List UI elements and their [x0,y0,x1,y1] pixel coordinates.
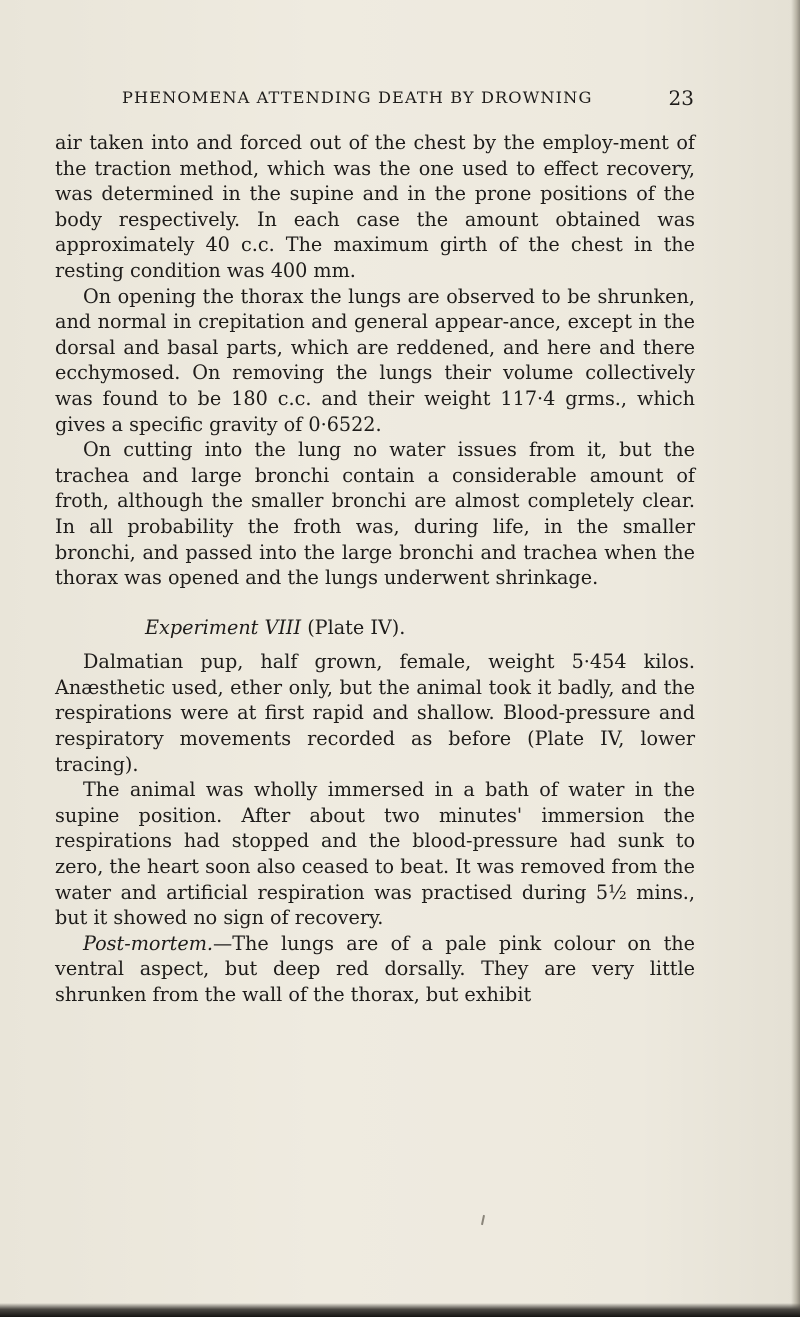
running-head: PHENOMENA ATTENDING DEATH BY DROWNING [122,88,593,107]
experiment-title: Experiment VIII [145,615,302,639]
paragraph-3: On cutting into the lung no water issues from it, but the trachea and large bronchi contain a considerable amount of froth, although the smaller bronchi are almost completely clear. In all probability the froth was, during life, in the smaller bronchi, and passed into the large bronchi and trachea when the thorax was opened and the lungs underwent shrinkage. [55,438,695,590]
paragraph-1: air taken into and forced out of the chest by the employ-ment of the traction method, which was the one used to effect recovery, was determined in the supine and in the prone positions of the body respectively. In each case the amount obtained was approximately 40 c.c. The maximum girth of the chest in the resting condition was 400 mm. [55,131,695,282]
section-heading [55,615,695,641]
paragraph-6 [55,931,695,1008]
post-mortem-text: —The lungs are of a pale pink colour on the ventral aspect, but deep red dorsally. They are very little shrunken from the wall of the thorax, but exhibit [55,931,695,1006]
page-bottom-edge [0,1303,800,1317]
paragraph-5: The animal was wholly immersed in a bath of water in the supine position. After about two minutes' immersion the respirations had stopped and the blood-pressure had sunk to zero, the heart soon also ceased to beat. It was removed from the water and artificial respiration was practised during 5½ mins., but it showed no sign of recovery. [55,778,695,930]
page-right-edge [791,0,800,1317]
experiment-plate: (Plate IV). [301,615,406,639]
page-header [122,86,694,116]
paragraph-4: Dalmatian pup, half grown, female, weight 5·454 kilos. Anæsthetic used, ether only, but the animal took it badly, and the respirations were at first rapid and shallow. Blood-pressure and respiratory movements recorded as before (Plate IV, lower tracing). [55,650,695,776]
paragraph-2: On opening the thorax the lungs are observed to be shrunken, and normal in crepitation and general appear-ance, except in the dorsal and basal parts, which are reddened, and here and there ecchymosed. On removing the lungs their volume collectively was found to be 180 c.c. and their weight 117·4 grms., which gives a specific gravity of 0·6522. [55,284,695,436]
body-text [55,130,695,1008]
page-number: 23 [668,86,694,110]
post-mortem-label: Post-mortem. [83,931,214,955]
page-mark [481,1215,485,1225]
